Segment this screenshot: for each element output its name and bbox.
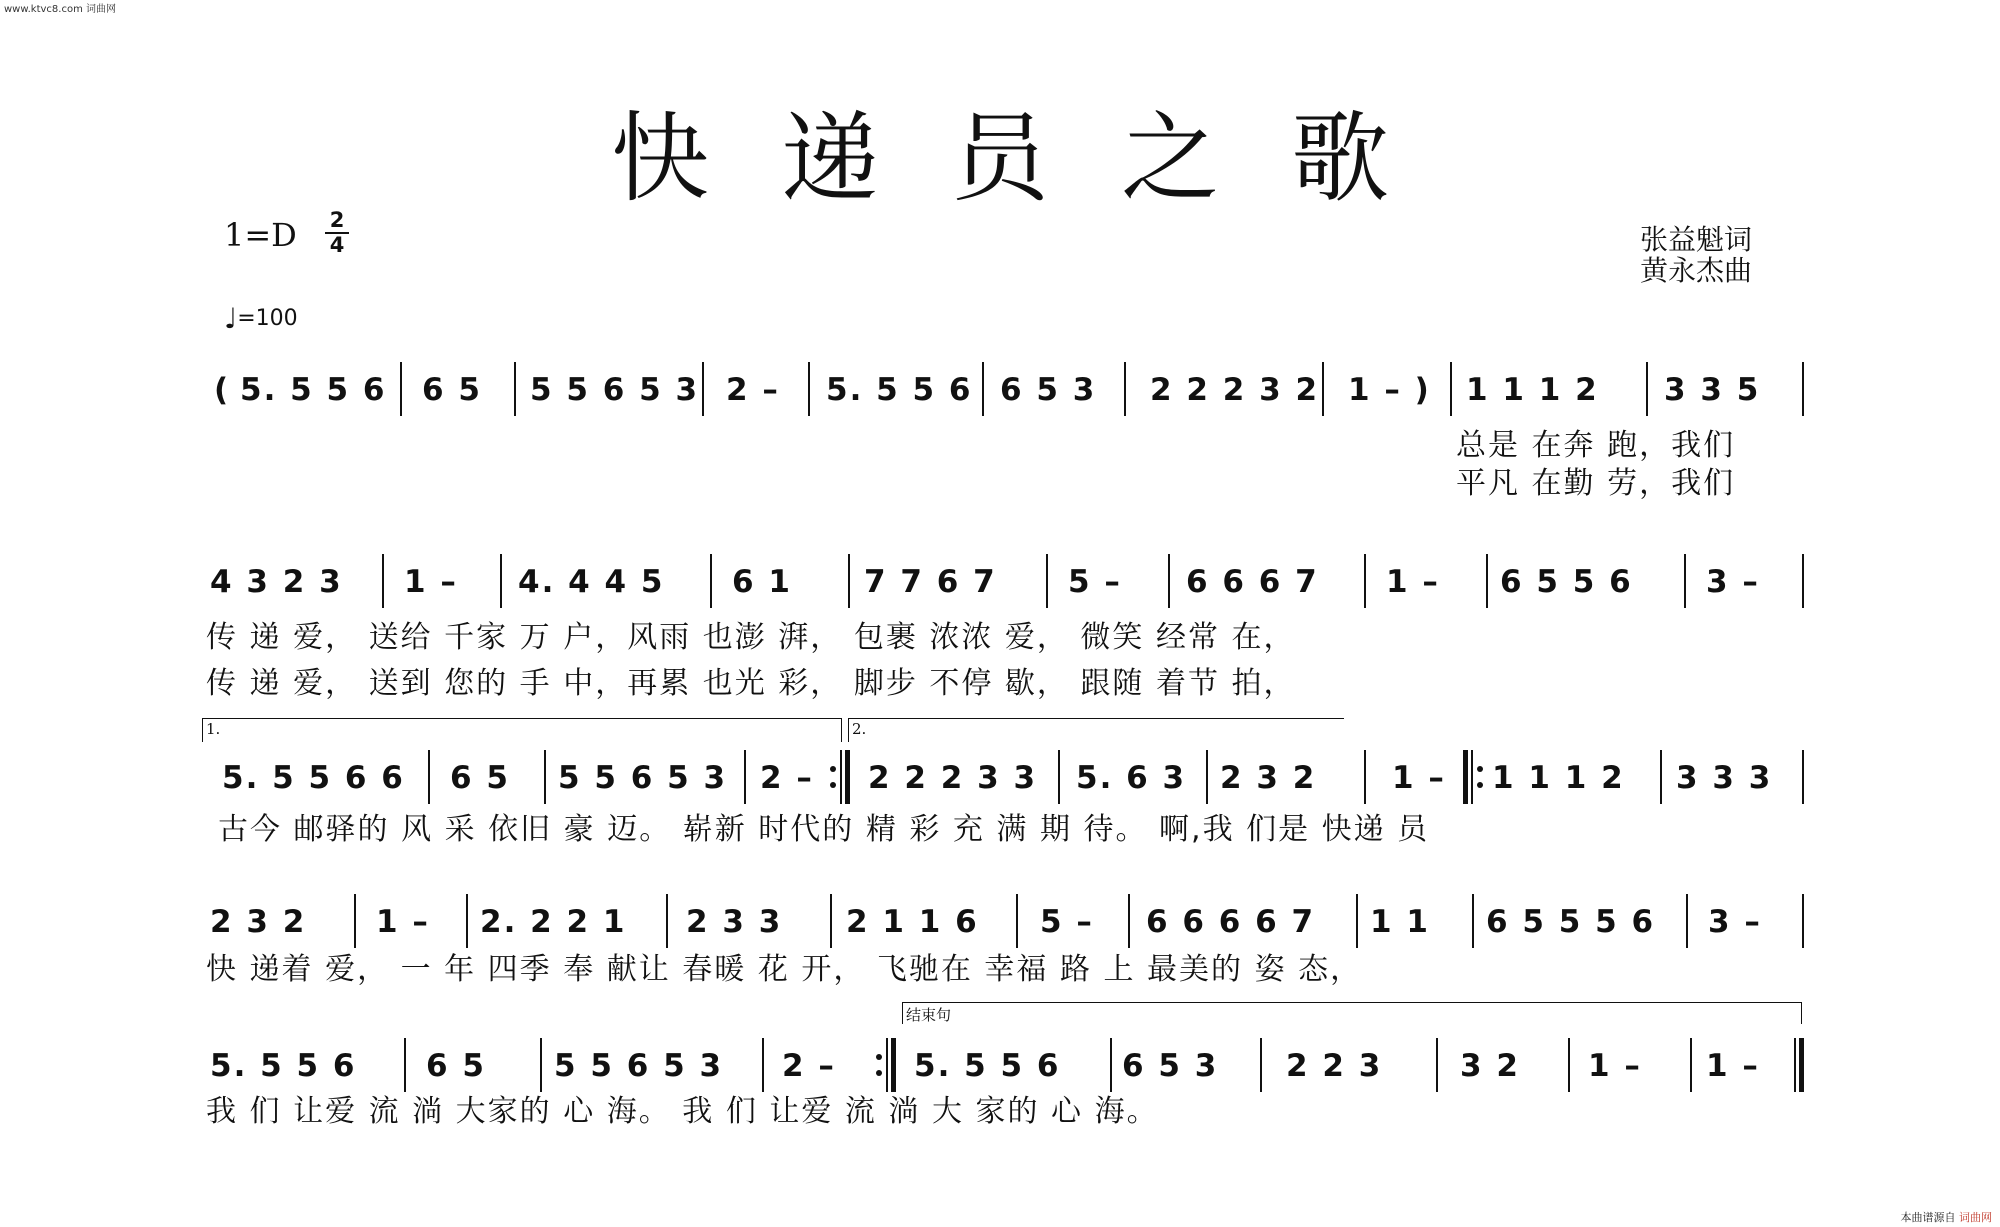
barline: [404, 1038, 406, 1092]
measure: 6 6 6 6 7: [1146, 904, 1316, 940]
footer-prefix: 本曲谱源自: [1900, 1211, 1956, 1224]
barline: [1486, 554, 1488, 608]
measure: 5. 5 5 6: [210, 1048, 357, 1084]
barline: [1472, 894, 1474, 948]
barline: [1364, 554, 1366, 608]
measure: 5. 5 5 6: [240, 372, 387, 408]
lyric-verse-2: 平凡 在勤 劳，我们: [1456, 466, 1736, 501]
measure: 4. 4 4 5: [518, 564, 665, 600]
barline: [840, 750, 842, 804]
repeat-start-barline: [1463, 750, 1468, 804]
measure: 5. 5 5 6: [914, 1048, 1061, 1084]
measure: 3 3 3: [1676, 760, 1773, 796]
measure: 4 3 2 3: [210, 564, 343, 600]
barline: [1450, 362, 1452, 416]
volta-1-bracket-start: [202, 718, 203, 742]
measure: 2 3 3: [686, 904, 783, 940]
barline: [982, 362, 984, 416]
measure: 6 5 3: [1000, 372, 1097, 408]
final-barline: [1799, 1038, 1804, 1092]
barline: [544, 750, 546, 804]
barline: [400, 362, 402, 416]
barline: [710, 554, 712, 608]
barline: [1128, 894, 1130, 948]
repeat-start-dots: [1477, 760, 1483, 794]
measure: 1 1: [1370, 904, 1430, 940]
barline: [1260, 1038, 1262, 1092]
measure: 5. 5 5 6 6: [222, 760, 405, 796]
barline: [1690, 1038, 1692, 1092]
measure: 6 5: [426, 1048, 486, 1084]
barline: [540, 1038, 542, 1092]
time-signature-bottom: 4: [329, 233, 345, 257]
barline: [848, 554, 850, 608]
measure: 1 –: [1706, 1048, 1760, 1084]
barline: [500, 554, 502, 608]
footer-source-mark: [1901, 1209, 1993, 1225]
barline: [1646, 362, 1648, 416]
page-title: 快递员之歌: [610, 102, 1461, 216]
barline: [514, 362, 516, 416]
barline: [1206, 750, 1208, 804]
measure: 6 5 5 6: [1500, 564, 1633, 600]
volta-2-label: 2.: [852, 720, 867, 738]
site-watermark: www.ktvc8.com 词曲网: [4, 4, 117, 15]
measure: 5 5 6 5 3: [554, 1048, 724, 1084]
barline: [1802, 894, 1804, 948]
measure: 2 3 2: [1220, 760, 1317, 796]
measure: 5 –: [1040, 904, 1094, 940]
repeat-end-barline: [845, 750, 850, 804]
measure: 5 5 6 5 3: [558, 760, 728, 796]
measure: 5. 6 3: [1076, 760, 1187, 796]
measure: 2. 2 2 1: [480, 904, 627, 940]
time-signature: [325, 210, 349, 256]
measure: 1 – ): [1348, 372, 1431, 408]
measure: 7 7 6 7: [864, 564, 997, 600]
lyric-line: 古今 邮驿的 风 采 依旧 豪 迈。 崭新 时代的 精 彩 充 满 期 待。 啊,我 们是 快递 员: [218, 812, 1430, 847]
barline: [1168, 554, 1170, 608]
barline: [808, 362, 810, 416]
measure: 1 –: [404, 564, 458, 600]
lyricist-credit: 张益魁词: [1640, 223, 1753, 256]
barline: [744, 750, 746, 804]
barline: [1356, 894, 1358, 948]
lyric-line: 快 递着 爱， 一 年 四季 奉 献让 春暖 花 开， 飞驰在 幸福 路 上 最美的 姿 态，: [206, 952, 1363, 987]
measure: 6 1: [732, 564, 792, 600]
footer-brand: 词曲网: [1959, 1211, 1992, 1224]
measure: 1 –: [1588, 1048, 1642, 1084]
barline: [1016, 894, 1018, 948]
ending-label: 结束句: [906, 1006, 952, 1024]
lyric-verse-2: 传 递 爱， 送到 您的 手 中，再累 也光 彩， 脚步 不停 歇， 跟随 着节 拍，: [206, 666, 1296, 701]
volta-2-bracket: [848, 718, 1344, 719]
barline: [1802, 750, 1804, 804]
barline: [1364, 750, 1366, 804]
barline: [762, 1038, 764, 1092]
barline: [1794, 1038, 1796, 1092]
barline: [1436, 1038, 1438, 1092]
barline: [1058, 750, 1060, 804]
repeat-end-dots: [830, 760, 836, 794]
measure: 2 –: [726, 372, 780, 408]
measure: 5 –: [1068, 564, 1122, 600]
measure: 3 2: [1460, 1048, 1520, 1084]
measure: 2 –: [782, 1048, 836, 1084]
barline: [1568, 1038, 1570, 1092]
measure: 2 2 3: [1286, 1048, 1383, 1084]
volta-2-bracket-start: [848, 718, 849, 742]
barline: [1684, 554, 1686, 608]
ending-bracket-start: [902, 1002, 903, 1024]
measure: 1 1 1 2: [1466, 372, 1599, 408]
measure: 1 –: [1386, 564, 1440, 600]
barline: [428, 750, 430, 804]
barline: [666, 894, 668, 948]
barline: [382, 554, 384, 608]
barline: [466, 894, 468, 948]
barline: [1802, 554, 1804, 608]
barline: [1471, 750, 1473, 804]
volta-1-label: 1.: [206, 720, 221, 738]
tempo-marking: [224, 302, 298, 335]
measure: 2 –: [760, 760, 814, 796]
volta-1-bracket-end: [841, 718, 842, 742]
barline: [1322, 362, 1324, 416]
key-signature: 1=D: [224, 216, 297, 254]
measure: 2 1 1 6: [846, 904, 979, 940]
measure: 5 5 6 5 3: [530, 372, 700, 408]
barline: [1802, 362, 1804, 416]
measure: 1 –: [1392, 760, 1446, 796]
repeat-end-dots: [876, 1048, 882, 1082]
time-signature-top: 2: [329, 208, 345, 232]
measure: 5. 5 5 6: [826, 372, 973, 408]
measure: 3 –: [1706, 564, 1760, 600]
barline: [1046, 554, 1048, 608]
measure: 6 5 5 5 6: [1486, 904, 1656, 940]
opening-parenthesis: (: [214, 372, 231, 408]
quarter-note-icon: ♩: [224, 302, 238, 335]
repeat-end-barline: [891, 1038, 896, 1092]
barline: [1110, 1038, 1112, 1092]
measure: 6 5: [450, 760, 510, 796]
volta-1-bracket: [202, 718, 842, 719]
barline: [702, 362, 704, 416]
barline: [886, 1038, 888, 1092]
measure: 1 1 1 2: [1492, 760, 1625, 796]
barline: [830, 894, 832, 948]
tempo-value: =100: [237, 306, 298, 331]
barline: [1124, 362, 1126, 416]
ending-bracket: [902, 1002, 1802, 1003]
measure: 3 –: [1708, 904, 1762, 940]
measure: 2 2 2 3 2: [1150, 372, 1320, 408]
barline: [1686, 894, 1688, 948]
lyric-verse-1: 传 递 爱， 送给 千家 万 户，风雨 也澎 湃， 包裹 浓浓 爱， 微笑 经常 在，: [206, 620, 1296, 655]
barline: [1660, 750, 1662, 804]
composer-credit: 黄永杰曲: [1640, 254, 1753, 287]
measure: 6 6 6 7: [1186, 564, 1319, 600]
measure: 6 5: [422, 372, 482, 408]
measure: 1 –: [376, 904, 430, 940]
measure: 3 3 5: [1664, 372, 1761, 408]
lyric-line: 我 们 让爱 流 淌 大家的 心 海。 我 们 让爱 流 淌 大 家的 心 海。: [206, 1094, 1159, 1129]
ending-bracket-end: [1801, 1002, 1802, 1024]
lyric-verse-1: 总是 在奔 跑，我们: [1456, 428, 1736, 463]
measure: 2 2 2 3 3: [868, 760, 1038, 796]
barline: [354, 894, 356, 948]
measure: 6 5 3: [1122, 1048, 1219, 1084]
measure: 2 3 2: [210, 904, 307, 940]
